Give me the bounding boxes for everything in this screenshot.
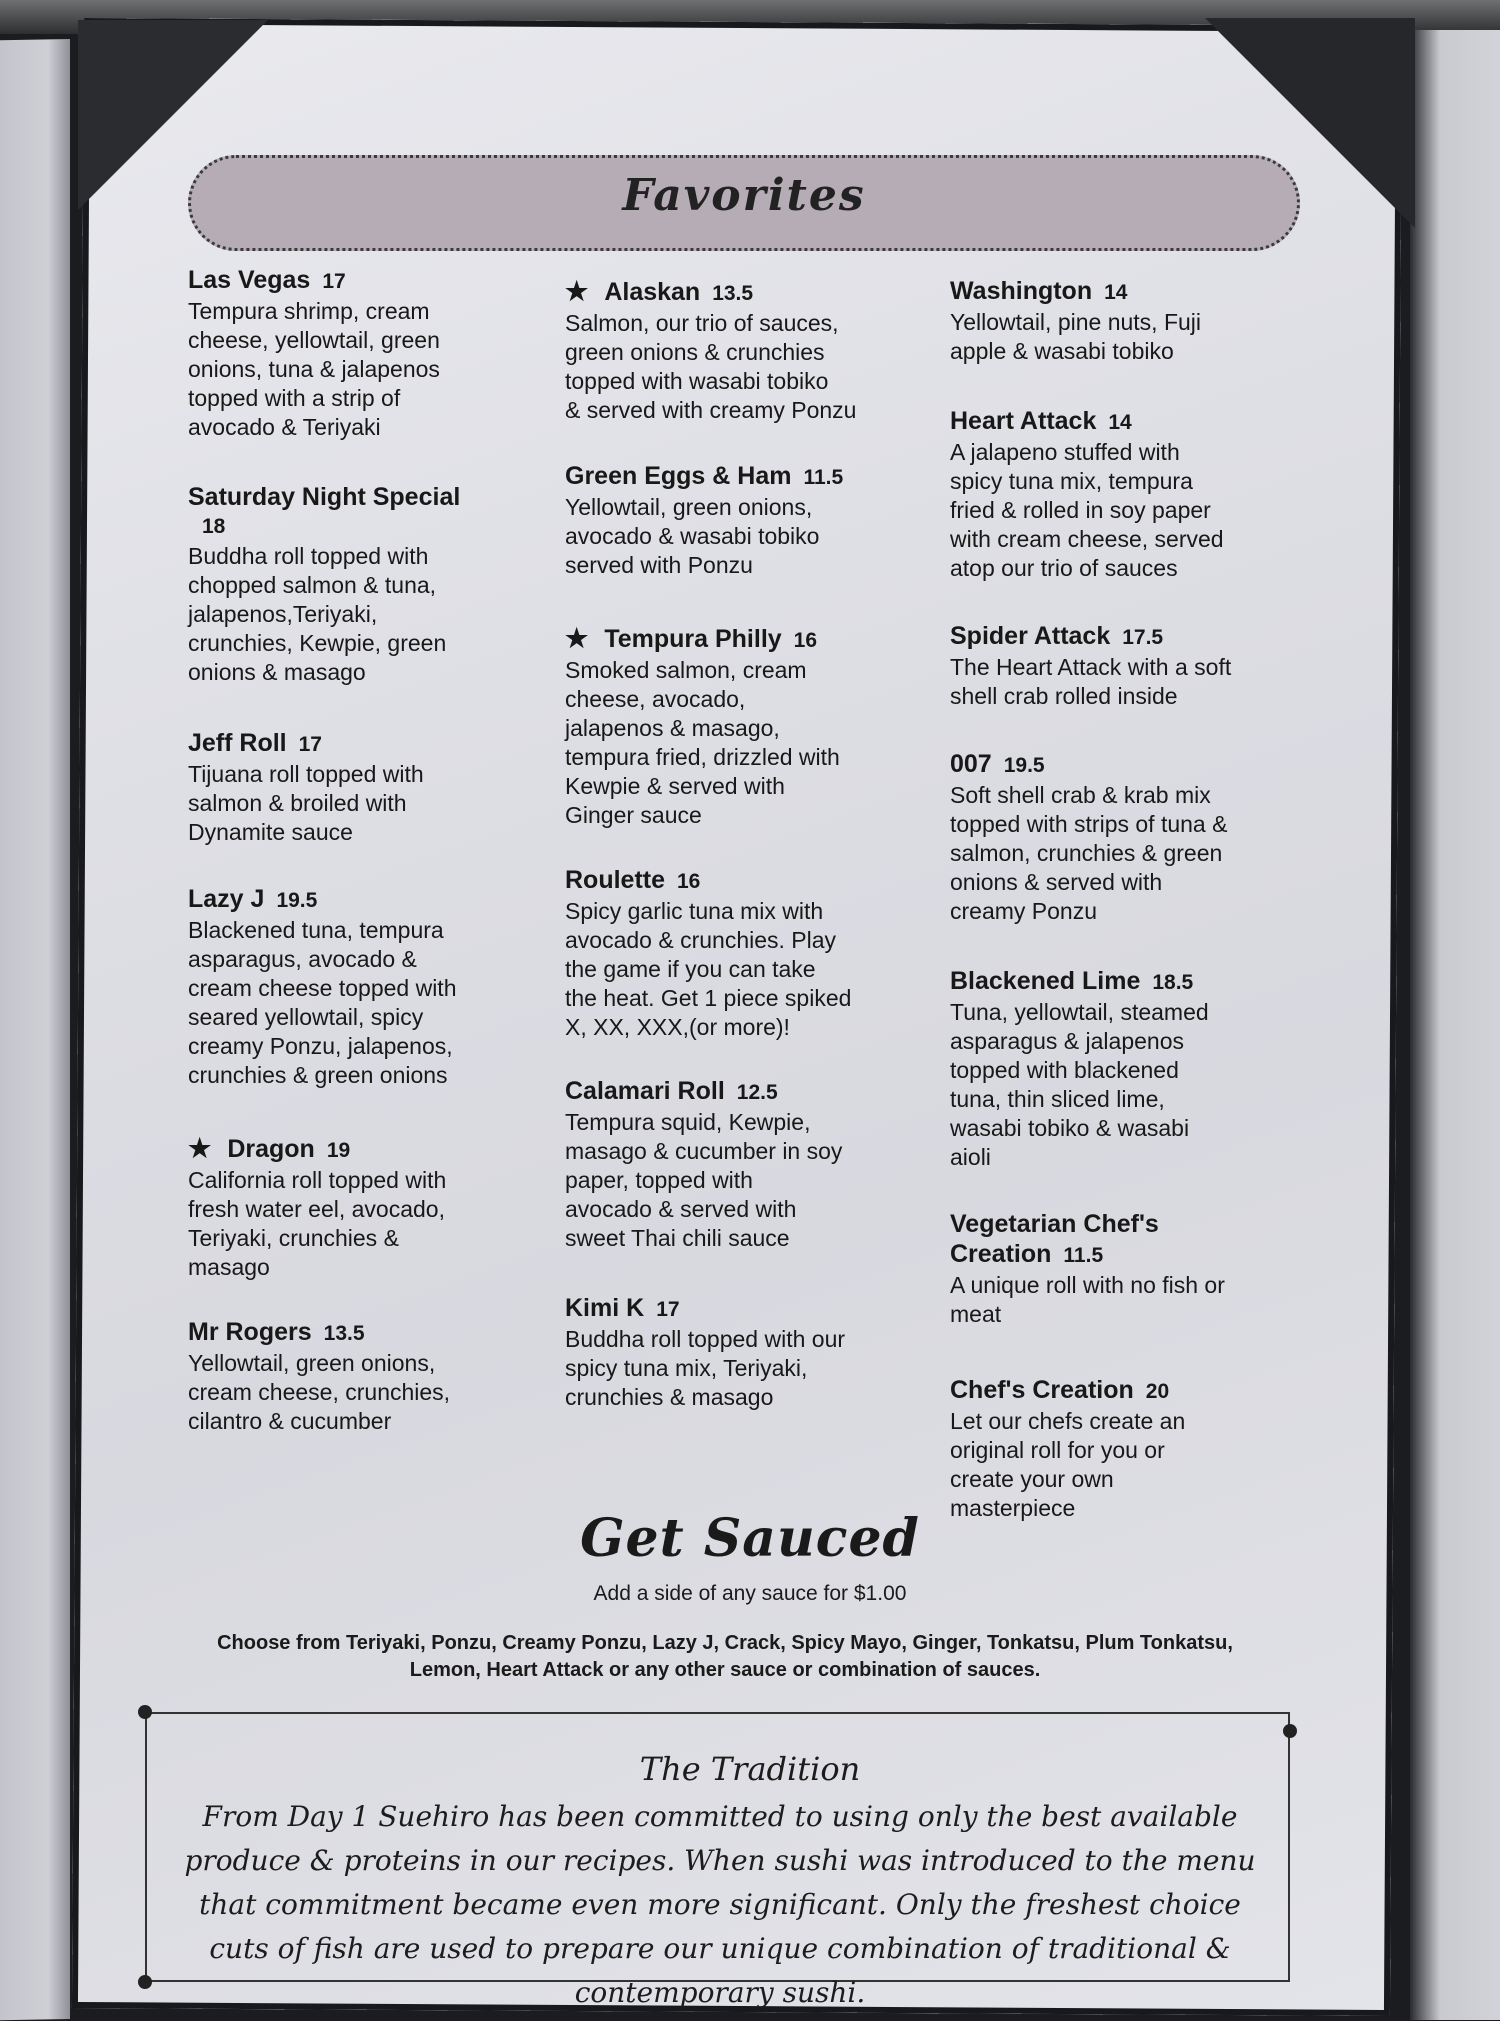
box-corner-dot <box>138 1705 152 1719</box>
right-menu-page <box>1410 30 1500 2020</box>
item-price: 17 <box>298 733 322 756</box>
menu-item <box>950 406 1224 583</box>
item-name: Washington <box>950 277 1093 305</box>
item-description: Spicy garlic tuna mix with avocado & crunchies. Play the game if you can take the heat. Get 1 piece spiked X, XX, XXX,(or more)! <box>565 898 852 1040</box>
menu-item <box>188 1317 450 1436</box>
item-name: Vegetarian Chef's Creation <box>950 1210 1159 1268</box>
item-description: Tijuana roll topped with salmon & broiled with Dynamite sauce <box>188 761 424 845</box>
item-price: 14 <box>1104 281 1128 304</box>
menu-item <box>188 265 440 442</box>
menu-item <box>188 1133 446 1282</box>
favorites-banner <box>188 155 1300 251</box>
item-price: 13.5 <box>712 282 754 305</box>
item-price: 17 <box>322 270 346 293</box>
item-description: Smoked salmon, cream cheese, avocado, jalapenos & masago, tempura fried, drizzled with Kewpie & served with Ginger sauce <box>565 657 840 828</box>
item-description: Yellowtail, green onions, cream cheese, crunchies, cilantro & cucumber <box>188 1350 451 1434</box>
sauce-price-note: Add a side of any sauce for $1.00 <box>593 1582 907 1605</box>
star-icon: ★ <box>565 276 589 306</box>
item-price: 19 <box>326 1139 351 1162</box>
menu-item <box>565 623 840 830</box>
star-icon: ★ <box>565 623 589 653</box>
item-name: Las Vegas <box>188 266 311 294</box>
item-name: Calamari Roll <box>565 1077 725 1105</box>
item-description: A jalapeno stuffed with spicy tuna mix, tempura fried & rolled in soy paper with cream cheese, served atop our trio of sauces <box>950 439 1224 581</box>
box-corner-dot <box>138 1975 152 1989</box>
menu-item <box>565 865 851 1042</box>
item-name: Heart Attack <box>950 407 1097 435</box>
menu-item <box>950 749 1227 926</box>
item-description: Yellowtail, pine nuts, Fuji apple & wasabi tobiko <box>950 309 1202 364</box>
menu-item <box>950 276 1201 366</box>
sauce-options: Choose from Teriyaki, Ponzu, Creamy Ponzu, Lazy J, Crack, Spicy Mayo, Ginger, Tonkatsu, Plum Tonkatsu, Lemon, Heart Attack or any other sauce or combination of sauces. <box>217 1632 1233 1681</box>
menu-item <box>950 1209 1225 1329</box>
item-price: 19.5 <box>276 889 318 912</box>
menu-item <box>188 728 424 847</box>
tradition-text: From Day 1 Suehiro has been committed to using only the best available produce & proteins in our recipes. When sushi was introduced to the menu that commitment became even more significant. Only the freshest choice cuts of fish are used to prepare our unique combination of traditional & contemporary sushi. <box>184 1800 1256 2009</box>
item-price: 11.5 <box>1063 1244 1104 1267</box>
item-name: Tempura Philly <box>604 625 782 653</box>
item-price: 11.5 <box>803 466 844 489</box>
box-corner-dot <box>1283 1724 1297 1738</box>
item-description: The Heart Attack with a soft shell crab rolled inside <box>950 654 1232 709</box>
left-menu-page <box>0 39 70 2021</box>
item-price: 18 <box>202 515 226 538</box>
item-price: 16 <box>793 629 818 652</box>
item-name: Chef's Creation <box>950 1376 1134 1404</box>
item-description: Buddha roll topped with chopped salmon & tuna, jalapenos,Teriyaki, crunchies, Kewpie, green onions & masago <box>188 543 447 685</box>
item-description: Yellowtail, green onions, avocado & wasabi tobiko served with Ponzu <box>565 494 820 578</box>
sauce-heading: Get Sauced <box>580 1508 920 1569</box>
item-price: 19.5 <box>1003 754 1045 777</box>
item-price: 18.5 <box>1152 971 1194 994</box>
item-description: Salmon, our trio of sauces, green onions & crunchies topped with wasabi tobiko & served with creamy Ponzu <box>565 310 857 423</box>
item-description: Tempura squid, Kewpie, masago & cucumber in soy paper, topped with avocado & served with sweet Thai chili sauce <box>565 1109 843 1251</box>
item-price: 14 <box>1108 411 1132 434</box>
item-name: 007 <box>950 750 992 778</box>
item-price: 20 <box>1145 1380 1170 1403</box>
item-price: 17.5 <box>1122 626 1164 649</box>
menu-item <box>188 482 460 687</box>
item-name: Blackened Lime <box>950 967 1141 995</box>
item-name: Spider Attack <box>950 622 1111 650</box>
item-description: Blackened tuna, tempura asparagus, avocado & cream cheese topped with seared yellowtail, spicy creamy Ponzu, jalapenos, crunchies & green onions <box>188 917 457 1088</box>
item-name: Green Eggs & Ham <box>565 462 792 490</box>
item-name: Saturday Night Special <box>188 483 461 511</box>
menu-item <box>188 884 457 1090</box>
item-description: Tuna, yellowtail, steamed asparagus & jalapenos topped with blackened tuna, thin sliced lime, wasabi tobiko & wasabi aioli <box>950 999 1209 1170</box>
item-description: Soft shell crab & krab mix topped with strips of tuna & salmon, crunchies & green onions & served with creamy Ponzu <box>950 782 1228 924</box>
item-description: Buddha roll topped with our spicy tuna mix, Teriyaki, crunchies & masago <box>565 1326 846 1410</box>
item-name: Lazy J <box>188 885 265 913</box>
item-name: Roulette <box>565 866 665 894</box>
tradition-title: The Tradition <box>639 1750 861 1788</box>
item-price: 17 <box>656 1298 680 1321</box>
section-title: Favorites <box>622 170 866 221</box>
star-icon: ★ <box>188 1133 212 1163</box>
item-name: Mr Rogers <box>188 1318 312 1346</box>
item-description: Let our chefs create an original roll for you or create your own masterpiece <box>950 1408 1186 1521</box>
item-name: Jeff Roll <box>188 729 287 757</box>
item-price: 16 <box>677 870 701 893</box>
menu-item <box>565 276 856 425</box>
item-name: Kimi K <box>565 1294 645 1322</box>
item-price: 12.5 <box>736 1081 778 1104</box>
item-description: Tempura shrimp, cream cheese, yellowtail, green onions, tuna & jalapenos topped with a strip of avocado & Teriyaki <box>188 298 440 440</box>
menu-item <box>565 1293 845 1412</box>
menu-item <box>950 621 1231 711</box>
item-description: A unique roll with no fish or meat <box>950 1272 1225 1327</box>
menu-item <box>565 461 843 580</box>
menu-item <box>950 966 1209 1172</box>
item-description: California roll topped with fresh water eel, avocado, Teriyaki, crunchies & masago <box>188 1167 447 1280</box>
item-name: Alaskan <box>604 278 701 306</box>
item-name: Dragon <box>227 1135 315 1163</box>
item-price: 13.5 <box>323 1322 365 1345</box>
menu-item <box>950 1375 1185 1523</box>
menu-item <box>565 1076 842 1253</box>
